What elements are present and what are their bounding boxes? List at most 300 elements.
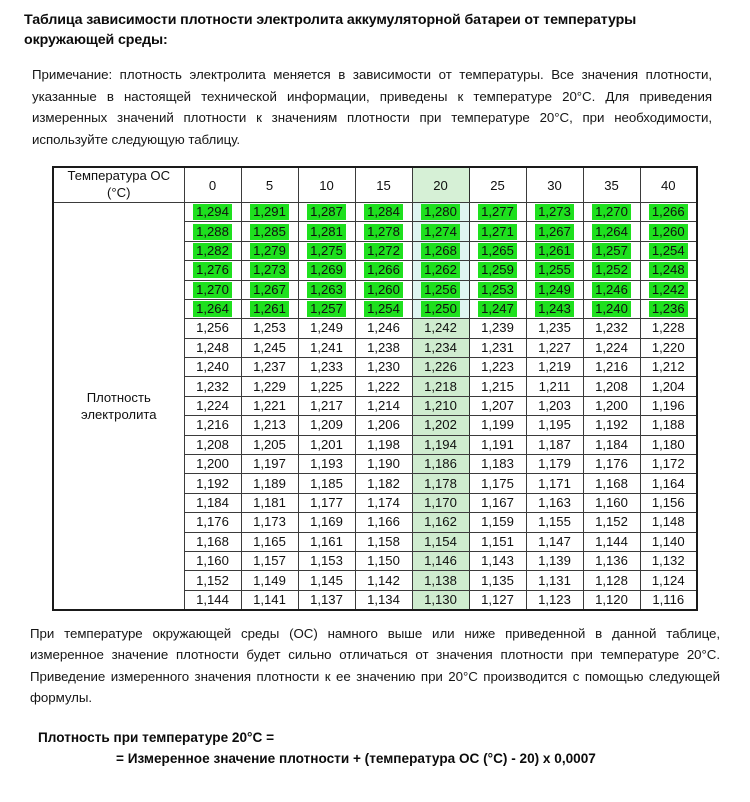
density-value: 1,253 [478,282,517,298]
density-cell [526,280,583,299]
density-cell [583,280,640,299]
density-value: 1,212 [651,359,685,375]
density-value: 1,173 [253,514,286,530]
density-value: 1,248 [196,339,229,355]
density-value: 1,287 [307,204,346,220]
density-value: 1,132 [651,553,685,569]
density-value: 1,209 [310,417,343,433]
density-value: 1,203 [538,398,571,414]
density-cell [583,358,640,377]
density-cell [640,513,697,532]
density-cell [640,571,697,590]
density-cell [526,358,583,377]
density-cell [583,222,640,241]
density-value: 1,199 [481,417,514,433]
density-cell [184,299,241,318]
density-cell [583,513,640,532]
density-value: 1,275 [307,243,346,259]
density-cell [583,416,640,435]
density-cell [412,551,469,570]
density-cell [298,513,355,532]
density-value: 1,288 [193,224,232,240]
density-value: 1,184 [196,494,229,510]
density-cell [241,338,298,357]
density-cell [241,551,298,570]
density-value: 1,189 [253,475,286,491]
density-cell [526,222,583,241]
density-cell [412,435,469,454]
density-value: 1,141 [253,591,286,607]
density-cell [298,261,355,280]
density-value: 1,182 [367,475,400,491]
density-value: 1,164 [651,475,685,491]
density-value: 1,183 [481,456,514,472]
density-value: 1,146 [424,553,457,569]
density-value: 1,240 [592,301,631,317]
density-cell [412,261,469,280]
density-value: 1,278 [364,224,403,240]
density-cell [184,474,241,493]
density-value: 1,252 [592,262,631,278]
density-value: 1,281 [307,224,346,240]
density-cell [583,551,640,570]
density-value: 1,264 [193,301,232,317]
density-value: 1,161 [310,533,343,549]
density-table-container [0,150,750,610]
density-cell [184,261,241,280]
density-value: 1,155 [538,514,571,530]
density-cell [526,396,583,415]
page-title: Таблица зависимости плотности электролита аккумуляторной батареи от температуры окружающей среды: [24,12,637,49]
density-cell [412,571,469,590]
density-value: 1,157 [253,553,286,569]
column-header-5: 5 [241,167,298,202]
density-value: 1,228 [651,320,685,336]
density-cell [583,377,640,396]
density-cell [412,202,469,221]
density-cell [184,571,241,590]
density-value: 1,260 [649,224,688,240]
density-value: 1,270 [592,204,631,220]
column-header-10: 10 [298,167,355,202]
density-cell [241,396,298,415]
density-value: 1,171 [538,475,571,491]
density-value: 1,249 [535,282,574,298]
density-value: 1,271 [478,224,517,240]
density-value: 1,220 [651,339,685,355]
density-cell [241,532,298,551]
density-cell [412,241,469,260]
density-value: 1,144 [595,533,628,549]
density-cell [469,261,526,280]
density-value: 1,197 [253,456,286,472]
density-value: 1,273 [250,262,289,278]
density-cell [184,319,241,338]
table-body [53,202,697,609]
density-value: 1,227 [538,339,571,355]
density-value: 1,261 [535,243,574,259]
density-value: 1,168 [196,533,229,549]
density-cell [241,299,298,318]
formula-line-2: = Измеренное значение плотности + (температура ОС (°C) - 20) x 0,0007 [116,750,596,766]
density-value: 1,193 [310,456,343,472]
density-cell [526,319,583,338]
density-value: 1,174 [367,494,400,510]
density-value: 1,160 [196,553,229,569]
density-value: 1,162 [424,514,457,530]
density-value: 1,150 [367,553,400,569]
density-cell [184,241,241,260]
density-value: 1,177 [310,494,343,510]
table-header-row [53,167,697,202]
density-cell [184,493,241,512]
density-cell [241,474,298,493]
density-value: 1,143 [481,553,514,569]
density-value: 1,213 [253,417,286,433]
density-cell [526,571,583,590]
density-cell [184,280,241,299]
density-cell [241,571,298,590]
density-cell [298,590,355,609]
density-cell [241,358,298,377]
density-value: 1,277 [478,204,517,220]
density-value: 1,194 [424,436,457,452]
density-value: 1,202 [424,417,457,433]
density-cell [469,299,526,318]
density-value: 1,142 [367,572,400,588]
density-value: 1,216 [595,359,628,375]
density-value: 1,261 [250,301,289,317]
density-cell [412,474,469,493]
density-value: 1,127 [481,591,514,607]
density-value: 1,135 [481,572,514,588]
density-cell [526,338,583,357]
density-value: 1,116 [652,591,685,607]
density-value: 1,268 [421,243,460,259]
density-cell [241,513,298,532]
density-cell [184,358,241,377]
density-cell [355,416,412,435]
density-value: 1,206 [367,417,400,433]
density-value: 1,267 [250,282,289,298]
density-value: 1,176 [595,456,628,472]
density-cell [583,455,640,474]
density-cell [583,241,640,260]
density-value: 1,175 [481,475,514,491]
density-value: 1,238 [367,339,400,355]
density-value: 1,198 [367,436,400,452]
density-value: 1,240 [196,359,229,375]
density-cell [412,280,469,299]
density-cell [184,455,241,474]
density-cell [469,455,526,474]
density-cell [241,319,298,338]
density-value: 1,217 [310,398,343,414]
density-value: 1,232 [595,320,628,336]
density-value: 1,196 [651,398,685,414]
density-value: 1,152 [196,572,229,588]
density-cell [469,493,526,512]
density-value: 1,211 [538,378,571,394]
column-header-15: 15 [355,167,412,202]
density-value: 1,147 [538,533,571,549]
density-cell [526,202,583,221]
column-header-20: 20 [412,167,469,202]
density-value: 1,190 [367,456,400,472]
density-cell [412,590,469,609]
density-cell [526,435,583,454]
density-cell [640,241,697,260]
density-value: 1,276 [193,262,232,278]
density-cell [241,493,298,512]
density-cell [241,455,298,474]
density-cell [412,493,469,512]
density-value: 1,210 [424,398,457,414]
density-cell [355,493,412,512]
density-cell [526,377,583,396]
density-cell [526,241,583,260]
density-value: 1,191 [481,436,514,452]
density-cell [184,396,241,415]
density-value: 1,239 [481,320,514,336]
density-value: 1,232 [196,378,229,394]
density-cell [640,358,697,377]
density-value: 1,137 [310,591,343,607]
density-cell [640,338,697,357]
density-value: 1,172 [651,456,685,472]
column-header-25: 25 [469,167,526,202]
density-value: 1,285 [250,224,289,240]
density-cell [640,435,697,454]
column-header-0: 0 [184,167,241,202]
density-cell [469,241,526,260]
density-value: 1,178 [424,475,457,491]
density-cell [298,493,355,512]
row-header-density: Плотность электролита [53,202,184,609]
density-cell [583,474,640,493]
density-value: 1,140 [651,533,685,549]
density-value: 1,184 [595,436,628,452]
density-cell [184,513,241,532]
density-value: 1,253 [253,320,286,336]
density-value: 1,208 [595,378,628,394]
density-value: 1,134 [367,591,400,607]
density-cell [355,338,412,357]
density-cell [355,455,412,474]
density-value: 1,149 [253,572,286,588]
density-value: 1,237 [253,359,286,375]
density-value: 1,225 [310,378,343,394]
density-value: 1,226 [424,359,457,375]
density-cell [412,319,469,338]
density-cell [298,416,355,435]
density-value: 1,248 [649,262,688,278]
density-value: 1,223 [481,359,514,375]
density-value: 1,246 [592,282,631,298]
density-cell [640,493,697,512]
density-cell [355,513,412,532]
density-cell [298,532,355,551]
density-value: 1,139 [538,553,571,569]
formula-line-1: Плотность при температуре 20°C = [38,729,275,745]
density-value: 1,138 [424,572,457,588]
density-value: 1,181 [253,494,286,510]
density-value: 1,242 [424,320,457,336]
density-value: 1,222 [367,378,400,394]
density-value: 1,250 [421,301,460,317]
density-value: 1,160 [595,494,628,510]
density-cell [640,280,697,299]
density-cell [355,261,412,280]
density-value: 1,280 [421,204,460,220]
density-value: 1,243 [535,301,574,317]
density-cell [184,435,241,454]
density-cell [298,474,355,493]
density-value: 1,241 [310,339,343,355]
density-value: 1,230 [367,359,400,375]
density-value: 1,153 [310,553,343,569]
density-value: 1,236 [649,301,688,317]
density-cell [412,513,469,532]
density-value: 1,185 [310,475,343,491]
density-cell [526,532,583,551]
density-cell [298,299,355,318]
density-value: 1,195 [538,417,571,433]
density-value: 1,242 [649,282,688,298]
density-cell [241,435,298,454]
density-cell [412,358,469,377]
density-cell [640,222,697,241]
density-cell [241,241,298,260]
density-value: 1,255 [535,262,574,278]
density-value: 1,158 [367,533,400,549]
density-cell [583,571,640,590]
density-value: 1,260 [364,282,403,298]
density-value: 1,269 [307,262,346,278]
density-value: 1,204 [651,378,685,394]
density-value: 1,254 [649,243,688,259]
density-value: 1,264 [592,224,631,240]
density-cell [583,435,640,454]
density-cell [241,377,298,396]
density-value: 1,249 [310,320,343,336]
density-value: 1,224 [196,398,229,414]
density-value: 1,180 [651,436,685,452]
density-cell [526,551,583,570]
density-cell [241,222,298,241]
density-cell [298,319,355,338]
density-value: 1,231 [481,339,514,355]
density-value: 1,265 [478,243,517,259]
density-value: 1,208 [196,436,229,452]
density-cell [184,551,241,570]
density-value: 1,262 [421,262,460,278]
density-cell [298,551,355,570]
density-cell [583,319,640,338]
density-value: 1,214 [367,398,400,414]
density-cell [469,474,526,493]
density-value: 1,229 [253,378,286,394]
density-value: 1,167 [481,494,514,510]
density-cell [469,551,526,570]
density-value: 1,170 [424,494,457,510]
density-cell [355,551,412,570]
density-cell [583,261,640,280]
density-cell [469,319,526,338]
density-cell [526,299,583,318]
density-value: 1,123 [538,591,571,607]
density-value: 1,201 [310,436,343,452]
density-value: 1,200 [595,398,628,414]
density-cell [583,299,640,318]
density-value: 1,274 [421,224,460,240]
density-cell [355,571,412,590]
column-header-35: 35 [583,167,640,202]
density-cell [640,416,697,435]
density-cell [526,513,583,532]
density-value: 1,266 [364,262,403,278]
density-value: 1,282 [193,243,232,259]
density-cell [298,396,355,415]
density-cell [526,493,583,512]
density-value: 1,256 [196,320,229,336]
density-value: 1,166 [367,514,400,530]
density-cell [583,396,640,415]
density-cell [355,435,412,454]
density-value: 1,188 [651,417,685,433]
density-cell [298,377,355,396]
density-value: 1,294 [193,204,232,220]
density-value: 1,186 [424,456,457,472]
density-cell [355,319,412,338]
density-cell [583,532,640,551]
density-cell [298,358,355,377]
density-cell [640,261,697,280]
density-cell [298,202,355,221]
density-value: 1,235 [538,320,571,336]
density-value: 1,163 [538,494,571,510]
density-value: 1,205 [253,436,286,452]
density-cell [298,222,355,241]
density-value: 1,218 [424,378,457,394]
density-cell [355,590,412,609]
formula-block [0,709,750,769]
density-cell [412,222,469,241]
density-cell [298,455,355,474]
density-value: 1,256 [421,282,460,298]
density-cell [355,222,412,241]
density-value: 1,247 [478,301,517,317]
density-cell [355,532,412,551]
density-value: 1,187 [538,436,571,452]
density-value: 1,259 [478,262,517,278]
density-cell [355,396,412,415]
density-cell [469,280,526,299]
density-value: 1,221 [253,398,286,414]
density-cell [583,202,640,221]
density-cell [469,396,526,415]
density-cell [469,338,526,357]
density-cell [355,377,412,396]
density-value: 1,148 [651,514,685,530]
density-cell [583,493,640,512]
density-value: 1,176 [196,514,229,530]
density-value: 1,124 [651,572,685,588]
intro-note: Примечание: плотность электролита меняется в зависимости от температуры. Все значения плотности, указанные в настоящей технической информации, приведены к температуре 20°C. Для приведения измеренных значений плотности к значениям плотности при температуре 20°C, при необходимости, используйте следующую таблицу. [32,67,712,147]
density-value: 1,257 [307,301,346,317]
density-cell [640,455,697,474]
column-header-30: 30 [526,167,583,202]
